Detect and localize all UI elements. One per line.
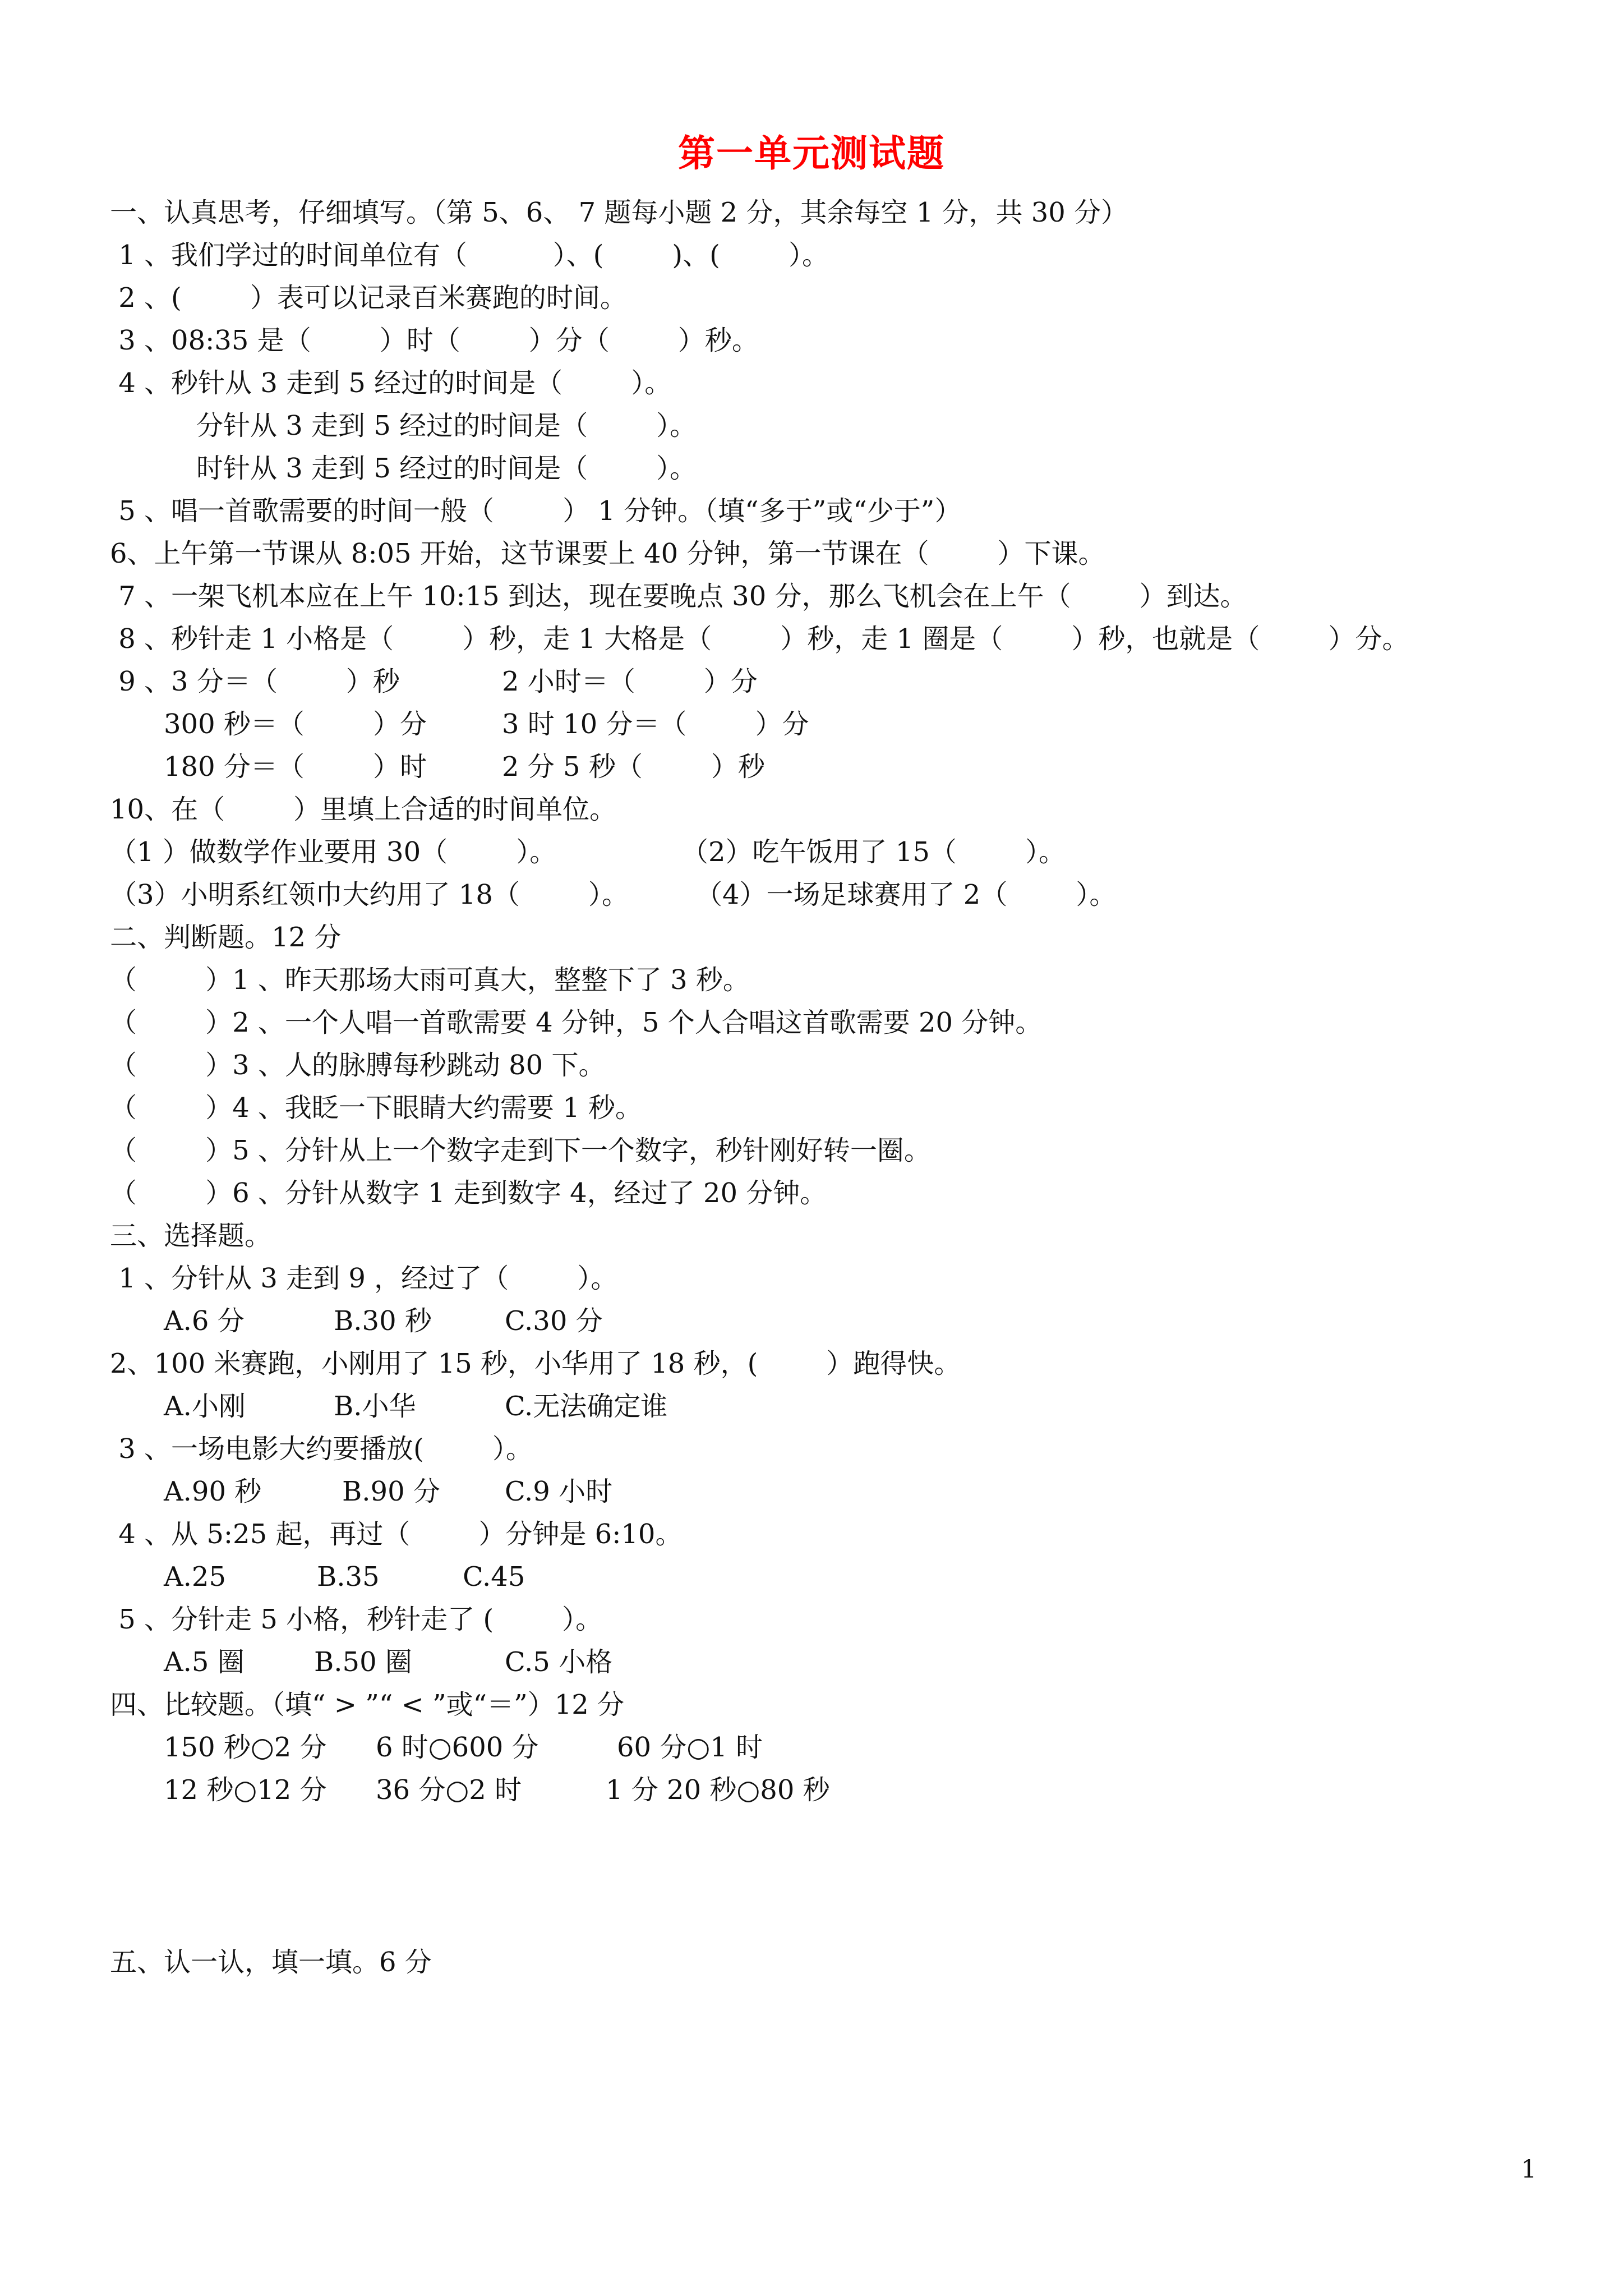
choice-option: B.小华 bbox=[334, 1391, 416, 1422]
section-1-heading: 一、认真思考，仔细填写。（第 5、6、 7 题每小题 2 分，其余每空 1 分，共 30 分） bbox=[110, 197, 1128, 228]
judgement-item: （ ）2 、一个人唱一首歌需要 4 分钟，5 个人合唱这首歌需要 20 分钟。 bbox=[110, 1007, 1043, 1038]
choice-question-5: 5 、分针走 5 小格，秒针走了 ( ）。 bbox=[110, 1604, 603, 1635]
judgement-item: （ ）6 、分针从数字 1 走到数字 4，经过了 20 分钟。 bbox=[110, 1177, 827, 1209]
choice-option: A.25 bbox=[164, 1561, 226, 1593]
question-1-1: 1 、我们学过的时间单位有（ ）、( )、( ）。 bbox=[110, 240, 829, 271]
section-3-heading: 三、选择题。 bbox=[110, 1220, 272, 1251]
question-1-10-3: （3）小明系红领巾大约用了 18（ ）。 bbox=[110, 879, 629, 910]
comparison-item: 36 分○2 时 bbox=[376, 1774, 522, 1806]
comparison-item: 60 分○1 时 bbox=[617, 1732, 763, 1763]
question-1-2: 2 、( ）表可以记录百米赛跑的时间。 bbox=[110, 282, 627, 314]
question-1-9-row2-left: 300 秒＝（ ）分 bbox=[164, 708, 427, 740]
choice-question-1: 1 、分针从 3 走到 9 ，经过了（ ）。 bbox=[110, 1263, 618, 1294]
comparison-item: 150 秒○2 分 bbox=[164, 1732, 327, 1763]
question-1-10-2: （2）吃午饭用了 15（ ）。 bbox=[681, 836, 1066, 868]
judgement-item: （ ）5 、分针从上一个数字走到下一个数字，秒针刚好转一圈。 bbox=[110, 1135, 931, 1166]
choice-option: C.45 bbox=[463, 1561, 525, 1593]
judgement-item: （ ）4 、我眨一下眼睛大约需要 1 秒。 bbox=[110, 1092, 642, 1124]
choice-option: A.小刚 bbox=[164, 1391, 246, 1422]
question-1-8: 8 、秒针走 1 小格是（ ）秒，走 1 大格是（ ）秒，走 1 圈是（ ）秒，也就是（ ）分。 bbox=[110, 623, 1409, 655]
judgement-item: （ ）1 、昨天那场大雨可真大，整整下了 3 秒。 bbox=[110, 964, 750, 996]
question-1-4-c: 时针从 3 走到 5 经过的时间是（ ）。 bbox=[196, 453, 697, 484]
question-1-4-b: 分针从 3 走到 5 经过的时间是（ ）。 bbox=[196, 410, 697, 441]
section-5-heading: 五、认一认，填一填。6 分 bbox=[110, 1947, 432, 1978]
question-1-10: 10、在（ ）里填上合适的时间单位。 bbox=[110, 794, 617, 825]
question-1-9-row1-left: 9 、3 分＝（ ）秒 bbox=[110, 666, 400, 697]
choice-option: A.90 秒 bbox=[164, 1476, 262, 1507]
section-2-heading: 二、判断题。12 分 bbox=[110, 922, 342, 953]
question-1-10-4: （4）一场足球赛用了 2（ ）。 bbox=[695, 879, 1117, 910]
question-1-6: 6、上午第一节课从 8:05 开始，这节课要上 40 分钟，第一节课在（ ）下课。 bbox=[110, 538, 1105, 569]
section-4-heading: 四、比较题。（填“ > ”“ < ”或“＝”）12 分 bbox=[110, 1689, 625, 1720]
question-1-9-row3-right: 2 分 5 秒（ ）秒 bbox=[502, 751, 765, 783]
question-1-5: 5 、唱一首歌需要的时间一般（ ） 1 分钟。（填“多于”或“少于”） bbox=[110, 495, 962, 527]
choice-option: B.90 分 bbox=[342, 1476, 440, 1507]
question-1-3: 3 、08:35 是（ ）时（ ）分（ ）秒。 bbox=[110, 325, 759, 356]
choice-option: C.无法确定谁 bbox=[505, 1391, 668, 1422]
judgement-item: （ ）3 、人的脉膊每秒跳动 80 下。 bbox=[110, 1050, 606, 1081]
question-1-7: 7 、一架飞机本应在上午 10:15 到达，现在要晚点 30 分，那么飞机会在上午（ ）到达。 bbox=[110, 581, 1247, 612]
page-title: 第一单元测试题 bbox=[678, 131, 945, 175]
question-1-9-row1-right: 2 小时＝（ ）分 bbox=[502, 666, 758, 697]
question-1-10-1: （1 ）做数学作业要用 30（ ）。 bbox=[110, 836, 557, 868]
choice-option: C.30 分 bbox=[505, 1305, 603, 1337]
comparison-item: 6 时○600 分 bbox=[376, 1732, 539, 1763]
page-number: 1 bbox=[1521, 2155, 1537, 2184]
choice-option: C.5 小格 bbox=[505, 1646, 613, 1678]
choice-option: B.30 秒 bbox=[334, 1305, 432, 1337]
choice-question-2: 2、100 米赛跑，小刚用了 15 秒，小华用了 18 秒，( ）跑得快。 bbox=[110, 1348, 961, 1379]
choice-question-4: 4 、从 5:25 起，再过（ ）分钟是 6:10。 bbox=[110, 1519, 683, 1550]
comparison-item: 12 秒○12 分 bbox=[164, 1774, 327, 1806]
comparison-item: 1 分 20 秒○80 秒 bbox=[606, 1774, 830, 1806]
question-1-9-row2-right: 3 时 10 分＝（ ）分 bbox=[502, 708, 809, 740]
choice-option: B.35 bbox=[317, 1561, 380, 1593]
choice-option: A.5 圈 bbox=[164, 1646, 245, 1678]
question-1-9-row3-left: 180 分＝（ ）时 bbox=[164, 751, 427, 783]
choice-option: C.9 小时 bbox=[505, 1476, 613, 1507]
choice-option: B.50 圈 bbox=[314, 1646, 412, 1678]
choice-question-3: 3 、一场电影大约要播放( ）。 bbox=[110, 1433, 533, 1465]
choice-option: A.6 分 bbox=[164, 1305, 245, 1337]
question-1-4-a: 4 、秒针从 3 走到 5 经过的时间是（ ）。 bbox=[110, 367, 672, 399]
